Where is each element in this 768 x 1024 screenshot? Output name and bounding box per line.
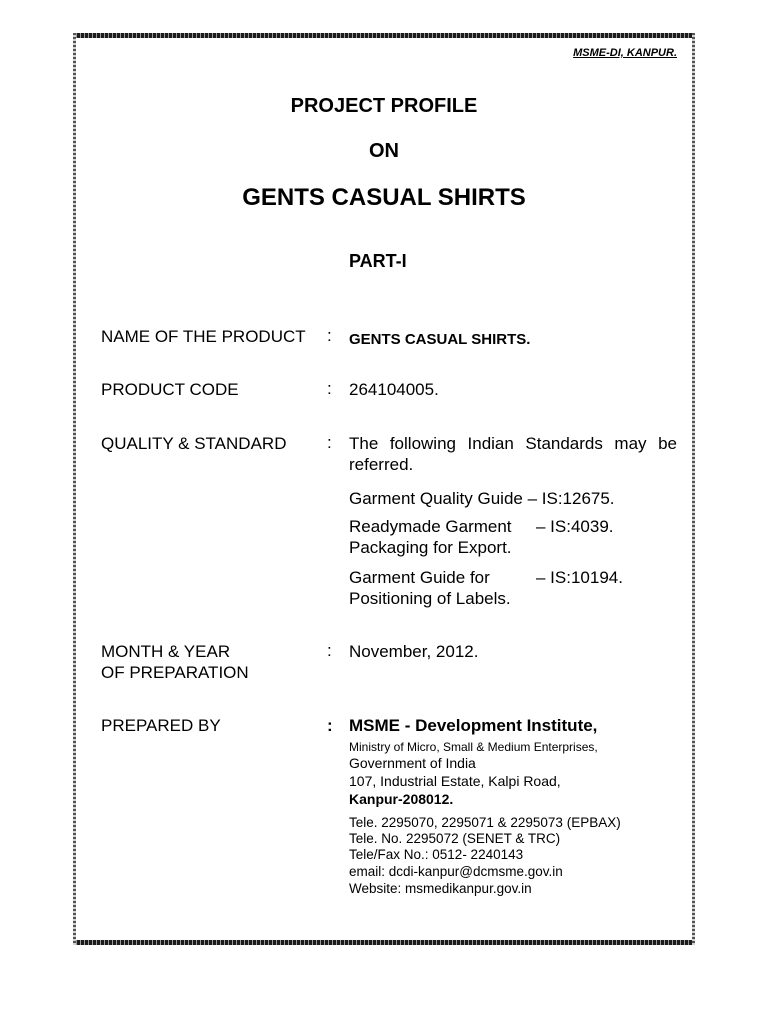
standard-name: Garment Quality Guide – IS:12675.	[349, 489, 615, 508]
bottom-border	[73, 940, 695, 945]
product-name-value: GENTS CASUAL SHIRTS.	[349, 331, 531, 348]
month-year-label-line-1: MONTH & YEAR	[101, 642, 231, 661]
title-line-2: ON	[369, 140, 399, 162]
city-line: Kanpur-208012.	[349, 791, 454, 807]
quality-label: QUALITY & STANDARD	[101, 434, 287, 453]
left-border	[73, 33, 76, 945]
ministry-name: Ministry of Micro, Small & Medium Enterprises,	[349, 740, 598, 754]
product-code-value: 264104005.	[349, 380, 439, 399]
colon: :	[327, 641, 332, 660]
website-line: Website: msmedikanpur.gov.in	[349, 881, 532, 896]
standard-item	[349, 567, 623, 588]
top-border	[73, 33, 695, 38]
standard-item	[349, 516, 614, 537]
quality-intro-line-2: referred.	[349, 455, 414, 474]
page-frame	[73, 33, 695, 945]
colon: :	[327, 433, 332, 452]
government-name: Government of India	[349, 755, 476, 771]
quality-intro-line-1: The following Indian Standards may be	[349, 434, 677, 453]
colon: :	[327, 379, 332, 398]
email-line: email: dcdi-kanpur@dcmsme.gov.in	[349, 864, 563, 879]
colon: :	[327, 326, 332, 345]
month-year-label-line-2: OF PREPARATION	[101, 663, 249, 682]
telephone-line-1: Tele. 2295070, 2295071 & 2295073 (EPBAX)	[349, 815, 621, 830]
month-year-value: November, 2012.	[349, 642, 479, 661]
title-product: GENTS CASUAL SHIRTS	[242, 184, 526, 211]
standard-name: Readymade Garment	[349, 517, 512, 536]
telephone-line-2: Tele. No. 2295072 (SENET & TRC)	[349, 831, 561, 846]
standard-code: – IS:10194.	[536, 568, 623, 587]
prepared-by-label: PREPARED BY	[101, 716, 221, 735]
right-border	[692, 33, 695, 945]
fax-line: Tele/Fax No.: 0512- 2240143	[349, 847, 524, 862]
product-name-label: NAME OF THE PRODUCT	[101, 327, 306, 346]
standard-name-line-2: Packaging for Export.	[349, 538, 512, 557]
standard-code: – IS:4039.	[536, 517, 614, 536]
title-line-1: PROJECT PROFILE	[290, 95, 478, 117]
colon: :	[327, 716, 333, 735]
address-line: 107, Industrial Estate, Kalpi Road,	[349, 773, 561, 789]
standard-name: Garment Guide for	[349, 568, 490, 587]
standard-item	[349, 488, 615, 509]
part-label: PART-I	[349, 251, 407, 271]
institute-name: MSME - Development Institute,	[349, 716, 598, 735]
header-org: MSME-DI, KANPUR.	[573, 47, 677, 59]
product-code-label: PRODUCT CODE	[101, 380, 239, 399]
standard-name-line-2: Positioning of Labels.	[349, 589, 511, 608]
